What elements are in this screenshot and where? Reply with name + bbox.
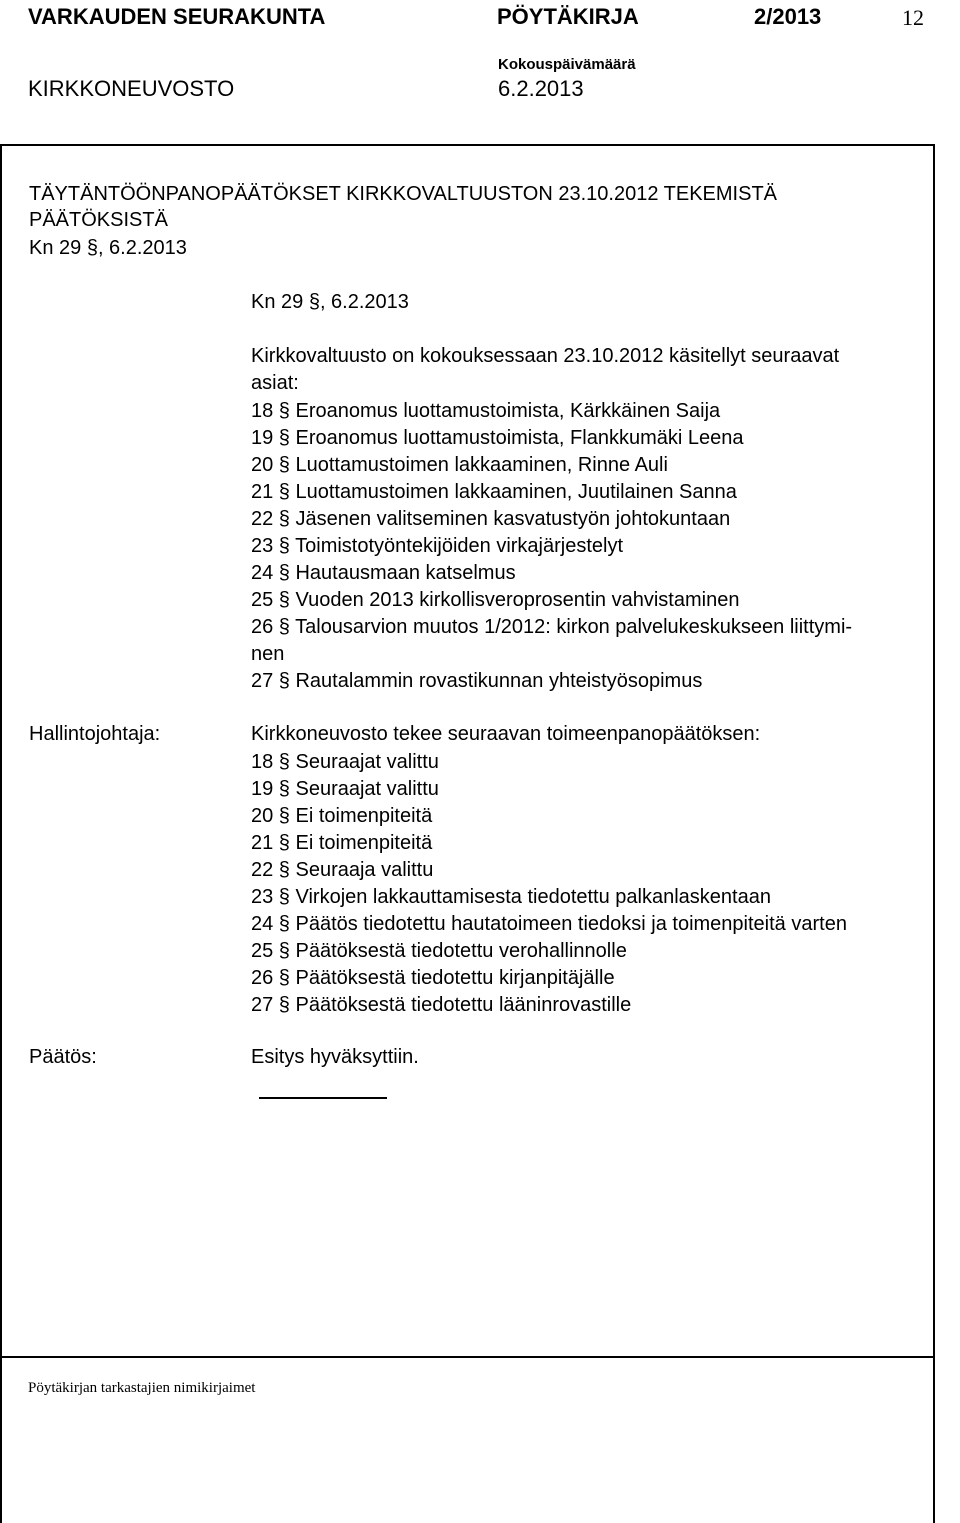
proposal-intro: Kirkkoneuvosto tekee seuraavan toimeenpanopäätöksen:	[251, 723, 761, 745]
list-item: 20 § Ei toimenpiteitä	[251, 805, 433, 827]
section-title-line-2: PÄÄTÖKSISTÄ	[29, 209, 168, 231]
intro-line-2: asiat:	[251, 372, 299, 394]
list-item: 20 § Luottamustoimen lakkaaminen, Rinne Auli	[251, 454, 668, 476]
list-item: 18 § Eroanomus luottamustoimista, Kärkkäinen Saija	[251, 400, 721, 422]
list-item: 23 § Virkojen lakkauttamisesta tiedotettu palkanlaskentaan	[251, 886, 771, 908]
proposal-label: Hallintojohtaja:	[29, 723, 161, 745]
decision-list	[251, 749, 847, 1019]
meeting-date-label: Kokouspäivämäärä	[498, 56, 636, 73]
list-item: 27 § Päätöksestä tiedotettu lääninrovastille	[251, 994, 632, 1016]
organization-name: VARKAUDEN SEURAKUNTA	[28, 4, 326, 29]
list-item: 26 § Talousarvion muutos 1/2012: kirkon palvelukeskukseen liittymi-	[251, 616, 853, 638]
list-item: 21 § Luottamustoimen lakkaaminen, Juutilainen Sanna	[251, 481, 737, 503]
end-underline	[259, 1097, 387, 1099]
section-reference: Kn 29 §, 6.2.2013	[29, 237, 187, 259]
list-item: 22 § Seuraaja valittu	[251, 859, 434, 881]
header-divider	[0, 144, 934, 146]
list-item: 19 § Seuraajat valittu	[251, 778, 439, 800]
section-title-line-1: TÄYTÄNTÖÖNPANOPÄÄTÖKSET KIRKKOVALTUUSTON 23.10.2012 TEKEMISTÄ	[29, 183, 777, 205]
list-item: 24 § Hautausmaan katselmus	[251, 562, 516, 584]
list-item: nen	[251, 643, 285, 665]
list-item: 26 § Päätöksestä tiedotettu kirjanpitäjälle	[251, 967, 615, 989]
list-item: 22 § Jäsenen valitseminen kasvatustyön johtokuntaan	[251, 508, 731, 530]
meeting-body: KIRKKONEUVOSTO	[28, 76, 235, 101]
page-number: 12	[902, 5, 924, 30]
list-item: 24 § Päätös tiedotettu hautatoimeen tiedoksi ja toimenpiteitä varten	[251, 913, 847, 935]
document-type: PÖYTÄKIRJA	[497, 4, 639, 29]
list-item: 19 § Eroanomus luottamustoimista, Flankkumäki Leena	[251, 427, 744, 449]
list-item: 25 § Vuoden 2013 kirkollisveroprosentin vahvistaminen	[251, 589, 740, 611]
list-item: 27 § Rautalammin rovastikunnan yhteistyösopimus	[251, 670, 703, 692]
agenda-item-list	[251, 398, 852, 695]
document-number: 2/2013	[754, 4, 822, 29]
list-item: 25 § Päätöksestä tiedotettu verohallinnolle	[251, 940, 627, 962]
list-item: 23 § Toimistotyöntekijöiden virkajärjestelyt	[251, 535, 624, 557]
decision-text: Esitys hyväksyttiin.	[251, 1046, 419, 1068]
decision-label: Päätös:	[29, 1046, 97, 1068]
list-item: 21 § Ei toimenpiteitä	[251, 832, 433, 854]
intro-line-1: Kirkkovaltuusto on kokouksessaan 23.10.2012 käsitellyt seuraavat	[251, 345, 840, 367]
left-border	[0, 144, 2, 1523]
list-item: 18 § Seuraajat valittu	[251, 751, 439, 773]
signatures-label: Pöytäkirjan tarkastajien nimikirjaimet	[28, 1380, 256, 1396]
meeting-date: 6.2.2013	[498, 76, 584, 101]
right-border	[933, 144, 935, 1523]
content-reference: Kn 29 §, 6.2.2013	[251, 291, 409, 313]
footer-divider	[0, 1356, 934, 1358]
